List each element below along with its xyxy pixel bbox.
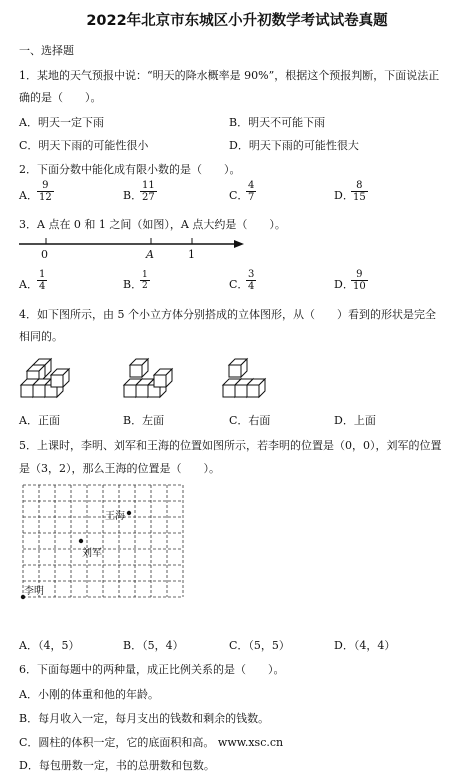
q1-option-a[interactable]: A．明天一定下雨 bbox=[19, 116, 104, 129]
q1-stem-line2: 确的是（ ）。 bbox=[19, 91, 102, 104]
q3-stem: 3．A 点在 0 和 1 之间（如图），A 点大约是（ ）。 bbox=[19, 218, 286, 231]
liujun-point bbox=[79, 539, 83, 543]
q3-option-a-label[interactable]: A． bbox=[19, 278, 38, 291]
q4-stem-line1: 4．如下图所示，由 5 个小立方体分别搭成的立体图形，从（ ）看到的形状是完全 bbox=[19, 308, 436, 321]
cube-figure-a bbox=[21, 359, 69, 397]
q3-option-a-fraction[interactable]: $\frac{1}{4}$ bbox=[39, 269, 46, 292]
q6-stem: 6．下面每题中的两种量，成正比例关系的是（ ）。 bbox=[19, 663, 285, 676]
cube-figure-b bbox=[124, 359, 172, 397]
q6-option-c[interactable]: C．圆柱的体积一定，它的底面积和高。 www.xsc.cn bbox=[19, 736, 284, 749]
q4-option-b[interactable]: B．左面 bbox=[123, 414, 165, 427]
q3-option-c-fraction[interactable]: $\frac{3}{4}$ bbox=[248, 269, 255, 292]
wanghai-point bbox=[127, 511, 131, 515]
number-line-a-label: A bbox=[146, 248, 154, 261]
q2-option-a-label[interactable]: A． bbox=[19, 189, 38, 202]
section-heading: 一、选择题 bbox=[19, 44, 74, 57]
q6-option-a[interactable]: A．小刚的体重和他的年龄。 bbox=[19, 688, 159, 701]
number-line-zero-label: 0 bbox=[41, 248, 48, 261]
q3-option-d-label[interactable]: D． bbox=[334, 278, 354, 291]
q2-option-b-label[interactable]: B． bbox=[123, 189, 143, 202]
q3-option-b-fraction[interactable]: $\frac{1}{2}$ bbox=[142, 270, 148, 291]
q6-option-d[interactable]: D．每包册数一定，书的总册数和包数。 bbox=[19, 759, 215, 772]
q5-option-a[interactable]: A．（4，5） bbox=[19, 639, 80, 652]
number-line-one-label: 1 bbox=[188, 248, 195, 261]
grid-label-liujun: 刘军 bbox=[82, 548, 102, 559]
page-title: 2022年北京市东城区小升初数学考试试卷真题 bbox=[86, 13, 388, 29]
q5-option-d[interactable]: D．（4，4） bbox=[334, 639, 396, 652]
cube-figures bbox=[0, 355, 474, 405]
q2-option-c-fraction[interactable]: $\frac{4}{7}$ bbox=[248, 180, 255, 203]
q3-option-d-fraction[interactable]: $\frac{9}{10}$ bbox=[353, 269, 366, 292]
position-grid bbox=[0, 483, 474, 613]
grid-label-wanghai: 王海 bbox=[105, 511, 125, 522]
q5-stem-line2: 是（3，2），那么王海的位置是（ ）。 bbox=[19, 462, 220, 475]
q2-option-d-label[interactable]: D． bbox=[334, 189, 354, 202]
q1-option-c[interactable]: C．明天下雨的可能性很小 bbox=[19, 139, 149, 152]
q4-stem-line2: 相同的。 bbox=[19, 330, 63, 343]
q5-stem-line1: 5．上课时，李明、刘军和王海的位置如图所示，若李明的位置是（0，0），刘军的位置 bbox=[19, 439, 442, 452]
number-line bbox=[0, 232, 474, 272]
q2-option-a-fraction[interactable]: $\frac{9}{12}$ bbox=[39, 180, 52, 203]
q3-option-c-label[interactable]: C． bbox=[229, 278, 249, 291]
q1-option-d[interactable]: D．明天下雨的可能性很大 bbox=[229, 139, 359, 152]
grid-label-liming: 李明 bbox=[24, 586, 44, 597]
q1-stem-line1: 1．某地的天气预报中说：“明天的降水概率是 90%”，根据这个预报判断，下面说法正 bbox=[19, 69, 440, 82]
q1-option-b[interactable]: B．明天不可能下雨 bbox=[229, 116, 326, 129]
q3-option-b-label[interactable]: B． bbox=[123, 278, 143, 291]
q5-option-b[interactable]: B．（5，4） bbox=[123, 639, 184, 652]
q2-option-b-fraction[interactable]: $\frac{11}{27}$ bbox=[142, 180, 155, 203]
q4-option-a[interactable]: A．正面 bbox=[19, 414, 60, 427]
q6-option-b[interactable]: B．每月收入一定，每月支出的钱数和剩余的钱数。 bbox=[19, 712, 270, 725]
q4-option-d[interactable]: D．上面 bbox=[334, 414, 376, 427]
q2-stem: 2．下面分数中能化成有限小数的是（ ）。 bbox=[19, 163, 241, 176]
cube-figure-c bbox=[223, 359, 265, 397]
q2-option-c-label[interactable]: C． bbox=[229, 189, 249, 202]
q5-option-c[interactable]: C．（5，5） bbox=[229, 639, 290, 652]
q4-option-c[interactable]: C．右面 bbox=[229, 414, 271, 427]
q2-option-d-fraction[interactable]: $\frac{8}{15}$ bbox=[353, 180, 366, 203]
